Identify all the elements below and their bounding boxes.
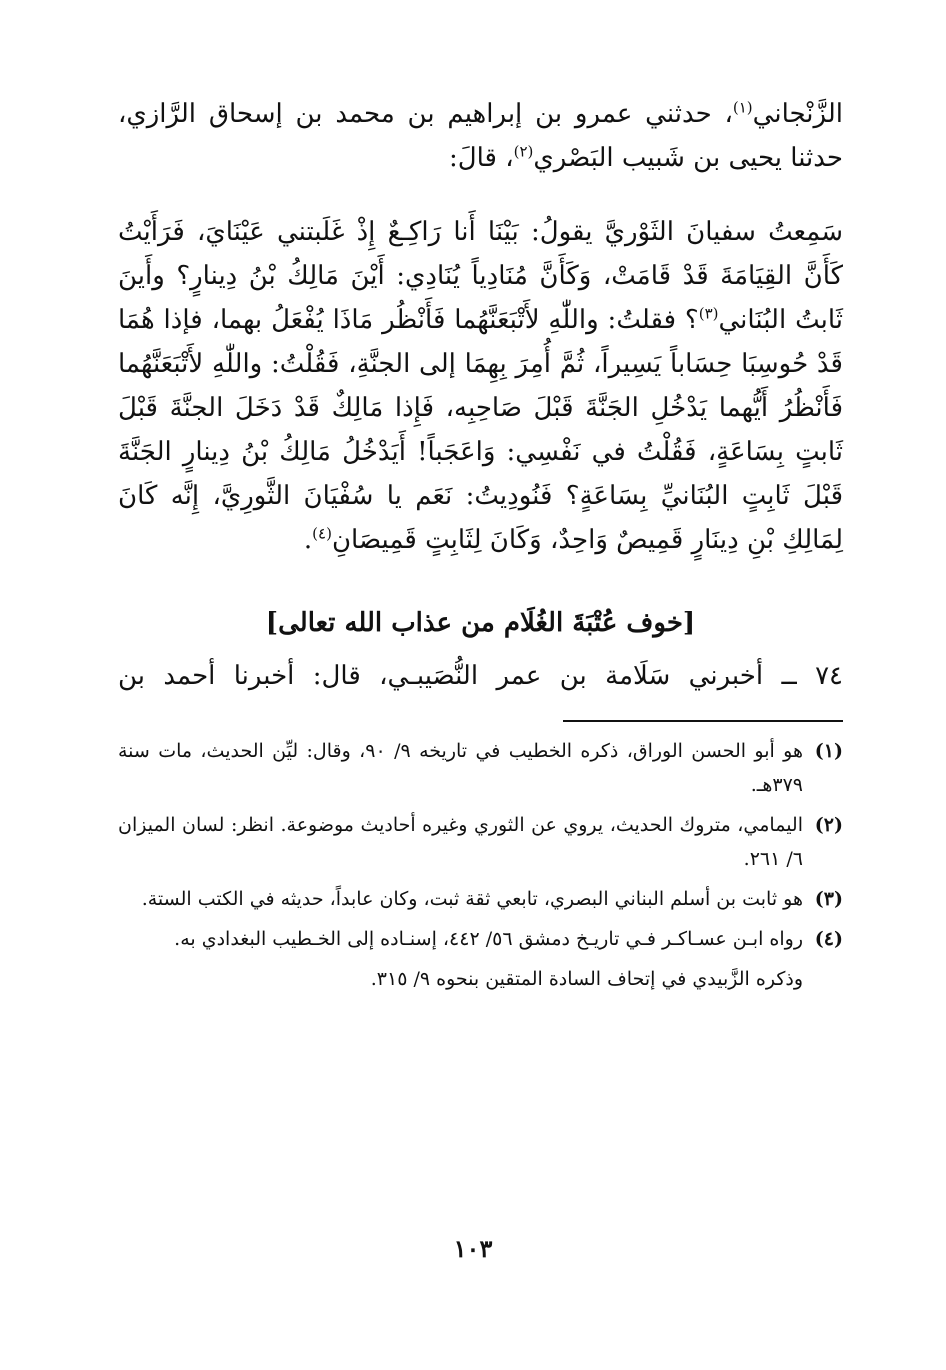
footnote-text: هو ثابت بن أسلم البناني البصري، تابعي ثقة ثبت، وكان عابداً، حديثه في الكتب الستة. xyxy=(141,888,803,910)
footnote-number: (٤) xyxy=(814,928,843,950)
intro-text-1: الزَّنْجاني xyxy=(752,99,843,129)
footnote-number: (٢) xyxy=(814,814,843,836)
footnote-1 xyxy=(118,734,843,802)
footnote-number: (١) xyxy=(814,740,843,762)
main-text-2: ؟ فقلتُ: واللّٰهِ لأَتْبَعَنَّهُما فَأَنْظُر مَاذَا يُفْعَلُ بهما، فإذا هُمَا قَدْ حُوسِبَا حِسَاباً يَسِيراً، ثُمَّ أُمِرَ بِهِمَا إلى الجنَّةِ، فَقُلْتُ: واللّٰهِ لأَتْبَعَنَّهُما فَأَنْظُرُ أَيُّهما يَدْخُلِ الجَنَّةَ قَبْلَ صَاحِبِه، فَإِذا مَالِكٌ قَدْ دَخَلَ الجنَّةَ قَبْلَ ثَابتٍ بِسَاعَةٍ، فَقُلْتُ في نَفْسِي: وَاعَجَباً! أَيَدْخُلُ مَالِكُ بْنُ دِينارٍ الجَنَّةَ قَبْلَ ثَابِتٍ البُنَانيِّ بِسَاعَةٍ؟ فَنُودِيتُ: نَعَم يا سُفْيَانَ الثَّورِيَّ، إِنَّه كَانَ لِمَالِكِ بْنِ دِينَارٍ قَمِيصٌ وَاحِدٌ، وَكَانَ لِثَابِتٍ قَمِيصَانِ xyxy=(118,305,844,555)
footnote-number: (٣) xyxy=(814,888,843,910)
main-text-1: سَمِعتُ سفيانَ الثَوْريَّ يقولُ: بَيْنَا أَنا رَاكِـعٌ إِذْ غَلَبتني عَيْنَايَ، فَرَأَيْتُ كَأَنَّ القِيَامَةَ قَدْ قَامَتْ، وَكَأَنَّ مُنَادِياً يُنَادِي: أَيْنَ مَالِكُ بْنُ دِينارٍ؟ وأَينَ ثَابتُ البُنَاني xyxy=(118,217,844,335)
footnotes xyxy=(118,734,843,996)
footnote-4 xyxy=(118,922,843,956)
heading-open-bracket: [ xyxy=(682,608,696,638)
heading-text: خوف عُتْبَةَ الغُلَام من عذاب الله تعالى xyxy=(278,608,683,638)
footnote-ref-2[interactable]: (٢) xyxy=(513,142,534,161)
page-number: ١٠٣ xyxy=(453,1234,493,1263)
footnote-ref-4[interactable]: (٤) xyxy=(312,524,332,543)
main-text-3: . xyxy=(303,525,313,555)
main-paragraph xyxy=(118,210,843,562)
intro-text-2: ، حدثني عمرو بن إبراهيم بن محمد بن إسحاق الرَّازي، حدثنا يحيى بن شَبيب البَصْري xyxy=(118,99,843,173)
footnote-text: اليمامي، متروك الحديث، يروي عن الثوري وغيره أحاديث موضوعة. انظر: لسان الميزان ٦/ ٢٦١. xyxy=(118,814,803,870)
footnote-separator xyxy=(563,720,843,722)
intro-text-3: ، قالَ: xyxy=(448,143,514,173)
heading-close-bracket: ] xyxy=(265,608,279,638)
footnote-2 xyxy=(118,808,843,876)
footnote-ref-3[interactable]: (٣) xyxy=(698,304,719,323)
section-heading xyxy=(118,602,843,644)
footnote-ref-1[interactable]: (١) xyxy=(732,98,753,117)
intro-paragraph xyxy=(118,92,843,180)
page-body xyxy=(118,92,843,996)
footnote-text: رواه ابـن عسـاكـر فـي تاريـخ دمشق ٥٦/ ٤٤٢، إسنـاده إلى الخـطيب البغدادي به. xyxy=(174,928,803,950)
footnote-4-continuation: وذكره الزَّبيدي في إتحاف السادة المتقين بنحوه ٩/ ٣١٥. xyxy=(370,968,803,990)
footnote-3 xyxy=(118,882,843,916)
footnote-text: هو أبو الحسن الوراق، ذكره الخطيب في تاريخه ٩/ ٩٠، وقال: ليِّن الحديث، مات سنة ٣٧٩هـ. xyxy=(118,740,803,796)
hadith-74-line: ٧٤ ــ أخبرني سَلَامة بن عمر النُّصَيبـي، قال: أخبرنا أحمد بن xyxy=(118,661,843,691)
